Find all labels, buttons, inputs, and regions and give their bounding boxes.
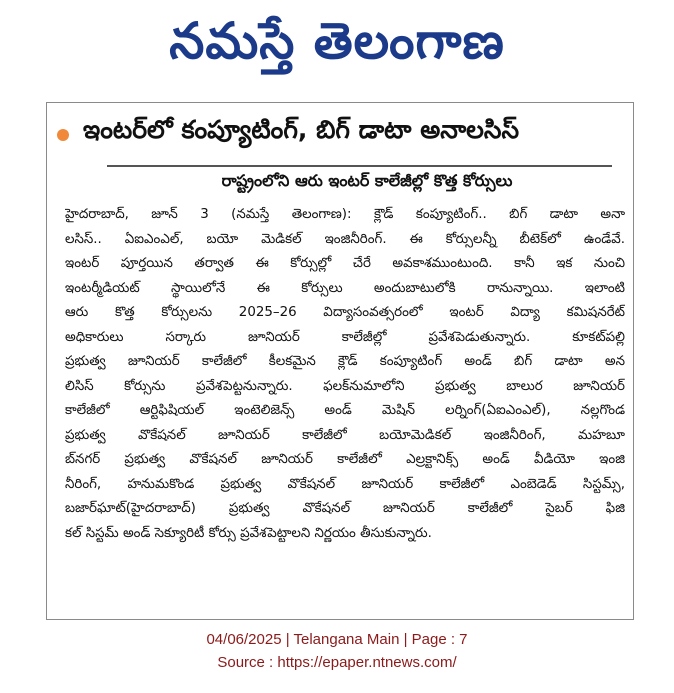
body-line: కల్ సిస్టమ్ అండ్ సెక్యూరిటీ కోర్సు ప్రవేశపెట్టాలని నిర్ణయం తీసుకున్నారు. <box>65 525 432 541</box>
source-link[interactable]: Source : https://epaper.ntnews.com/ <box>217 654 457 671</box>
body-line: ఆరు కొత్త కోర్సులను 2025–26 విద్యాసంవత్సరంలో ఇంటర్ విద్యా కమిషనరేట్ <box>65 305 625 320</box>
publication-info: 04/06/2025 | Telangana Main | Page : 7 <box>206 631 468 648</box>
article-headline: ఇంటర్‌లో కంప్యూటింగ్, బిగ్ డాటా అనాలసిస్ <box>83 115 519 144</box>
body-line: హైదరాబాద్, జూన్ 3 (నమస్తే తెలంగాణ): క్లౌడ్ కంప్యూటింగ్.. బిగ్ డాటా అనా <box>65 207 625 222</box>
article-body <box>65 203 625 546</box>
clipping-footer <box>0 628 674 674</box>
body-line: కాలేజీలో ఆర్టిఫిషియల్ ఇంటెలిజెన్స్ అండ్ మెషిన్ లర్నింగ్(ఏఐఎంఎల్), నల్లగొండ <box>65 403 625 418</box>
body-line: ఇంటర్ పూర్తయిన తర్వాత ఈ కోర్సుల్లో చేరే అవకాశముంటుంది. కానీ ఇక నుంచి <box>65 256 625 271</box>
article-clipping <box>46 102 634 620</box>
bullet-icon <box>57 129 69 141</box>
masthead <box>0 0 674 95</box>
article-subheadline: రాష్ట్రంలోని ఆరు ఇంటర్ కాలేజీల్లో కొత్త కోర్సులు <box>221 171 513 190</box>
body-line: బజార్‌ఘాట్(హైదరాబాద్) ప్రభుత్వ వొకేషనల్ జూనియర్ కాలేజీలో సైబర్ ఫిజి <box>65 501 625 516</box>
newspaper-logo: నమస్తే తెలంగాణ <box>169 12 505 70</box>
body-line: లిసిస్ కోర్సును ప్రవేశపెట్టనున్నారు. ఫలక్‌నుమాలోని ప్రభుత్వ బాలుర జూనియర్ <box>65 378 625 394</box>
body-line: లసిస్.. ఏఐఎంఎల్, బయో మెడికల్ ఇంజినీరింగ్. ఈ కోర్సులన్నీ బీటెక్‌లో ఉండేవే. <box>65 231 625 247</box>
body-line: అధికారులు సర్కారు జూనియర్ కాలేజీల్లో ప్రవేశపెడుతున్నారు. కూకట్‌పల్లి <box>65 329 625 345</box>
body-line: నీరింగ్, హనుమకొండ ప్రభుత్వ వొకేషనల్ జూనియర్ కాలేజీలో ఎంబెడెడ్ సిస్టమ్స్, <box>65 476 625 492</box>
headline-divider <box>107 165 612 167</box>
body-line: ఇంటర్మీడియట్ స్థాయిలోనే ఈ కోర్సులు అందుబాటులోకి రానున్నాయి. ఇలాంటి <box>65 280 625 296</box>
body-line: బ్‌నగర్ ప్రభుత్వ వొకేషనల్ జూనియర్ కాలేజీలో ఎల్రక్టానిక్స్ అండ్ వీడియో ఇంజి <box>65 452 625 467</box>
body-line: ప్రభుత్వ జూనియర్ కాలేజీలో కీలకమైన క్లౌడ్ కంప్యూటింగ్ అండ్ బిగ్ డాటా అన <box>65 354 625 369</box>
body-line: ప్రభుత్వ వొకేషనల్ జూనియర్ కాలేజీలో బయోమెడికల్ ఇంజినీరింగ్, మహబూ <box>65 427 625 443</box>
